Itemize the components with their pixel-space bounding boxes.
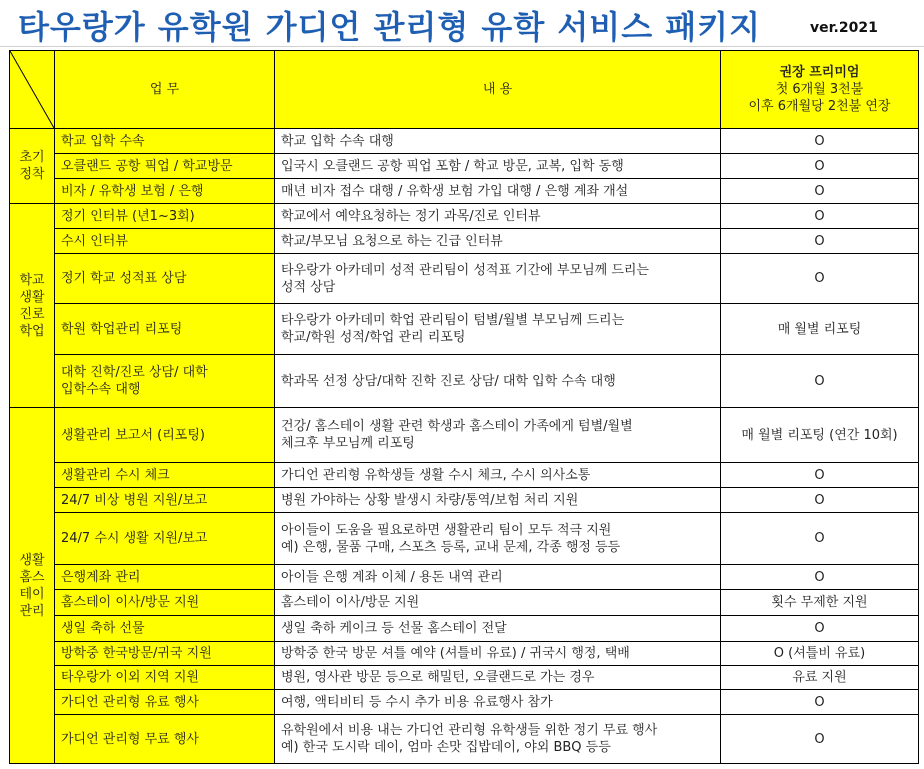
category-cell: 초기 정착: [10, 129, 55, 204]
premium-cell: O: [721, 616, 919, 642]
table-row: [10, 254, 919, 304]
premium-cell: O: [721, 565, 919, 590]
content-cell: 여행, 액티비티 등 수시 추가 비용 유료행사 참가: [275, 690, 721, 715]
table-row: [10, 513, 919, 565]
content-cell: 학과목 선정 상담/대학 진학 진로 상담/ 대학 입학 수속 대행: [275, 355, 721, 408]
table-row: [10, 565, 919, 590]
premium-cell: O: [721, 229, 919, 254]
header-row: [10, 51, 919, 129]
task-cell: 오클랜드 공항 픽업 / 학교방문: [55, 154, 275, 179]
premium-cell: O (셔틀비 유료): [721, 642, 919, 666]
content-cell: 건강/ 홈스테이 생활 관련 학생과 홈스테이 가족에게 텀별/월별 체크후 부모님께 리포팅: [275, 408, 721, 463]
content-column-header: 내 용: [275, 51, 721, 129]
table-row: [10, 690, 919, 715]
premium-cell: O: [721, 204, 919, 229]
task-cell: 생활관리 보고서 (리포팅): [55, 408, 275, 463]
task-cell: 가디언 관리형 무료 행사: [55, 715, 275, 764]
category-cell: 학교 생활 진로 학업: [10, 204, 55, 408]
content-cell: 아이들 은행 계좌 이체 / 용돈 내역 관리: [275, 565, 721, 590]
content-cell: 병원 가야하는 상황 발생시 차량/통역/보험 처리 지원: [275, 488, 721, 513]
premium-cell: O: [721, 154, 919, 179]
premium-cell: O: [721, 715, 919, 764]
content-cell: 생일 축하 케이크 등 선물 홈스테이 전달: [275, 616, 721, 642]
task-column-header: 업 무: [55, 51, 275, 129]
table-row: [10, 154, 919, 179]
table-row: [10, 642, 919, 666]
content-cell: 아이들이 도움을 필요로하면 생활관리 팀이 모두 적극 지원 예) 은행, 물품 구매, 스포츠 등록, 교내 문제, 각종 행정 등등: [275, 513, 721, 565]
table-row: [10, 304, 919, 355]
premium-cell: O: [721, 129, 919, 154]
premium-cell: O: [721, 488, 919, 513]
table-row: [10, 204, 919, 229]
table-row: [10, 616, 919, 642]
premium-cell: 횟수 무제한 지원: [721, 590, 919, 616]
content-cell: 가디언 관리형 유학생들 생활 수시 체크, 수시 의사소통: [275, 463, 721, 488]
premium-cell: 유료 지원: [721, 666, 919, 690]
task-cell: 생일 축하 선물: [55, 616, 275, 642]
premium-header-price: 첫 6개월 3천불: [775, 82, 864, 97]
task-cell: 은행계좌 관리: [55, 565, 275, 590]
task-cell: 비자 / 유학생 보험 / 은행: [55, 179, 275, 204]
title-bar: [0, 0, 924, 47]
premium-cell: O: [721, 179, 919, 204]
content-cell: 학교에서 예약요청하는 정기 과목/진로 인터뷰: [275, 204, 721, 229]
premium-header-extension: 이후 6개월당 2천불 연장: [748, 99, 891, 114]
content-cell: 방학중 한국 방문 셔틀 예약 (셔틀비 유료) / 귀국시 행정, 택배: [275, 642, 721, 666]
service-table: [9, 50, 919, 764]
table-row: [10, 590, 919, 616]
table-row: [10, 355, 919, 408]
premium-cell: O: [721, 254, 919, 304]
content-cell: 학교 입학 수속 대행: [275, 129, 721, 154]
table-row: [10, 408, 919, 463]
table-row: [10, 179, 919, 204]
task-cell: 가디언 관리형 유료 행사: [55, 690, 275, 715]
task-cell: 학교 입학 수속: [55, 129, 275, 154]
corner-cell: [10, 51, 55, 129]
premium-cell: O: [721, 463, 919, 488]
category-cell: 생활 홈스 테이 관리: [10, 408, 55, 764]
premium-cell: O: [721, 690, 919, 715]
table-body: [10, 129, 919, 764]
task-cell: 정기 인터뷰 (년1~3회): [55, 204, 275, 229]
content-cell: 타우랑가 아카데미 학업 관리팀이 텀별/월별 부모님께 드리는 학교/학원 성적/학업 관리 리포팅: [275, 304, 721, 355]
table-row: [10, 463, 919, 488]
task-cell: 학원 학업관리 리포팅: [55, 304, 275, 355]
task-cell: 정기 학교 성적표 상담: [55, 254, 275, 304]
content-cell: 유학원에서 비용 내는 가디언 관리형 유학생들 위한 정기 무료 행사 예) 한국 도시락 데이, 엄마 손맛 집밥데이, 야외 BBQ 등등: [275, 715, 721, 764]
premium-cell: O: [721, 355, 919, 408]
task-cell: 24/7 수시 생활 지원/보고: [55, 513, 275, 565]
content-cell: 매년 비자 접수 대행 / 유학생 보험 가입 대행 / 은행 계좌 개설: [275, 179, 721, 204]
table-row: [10, 666, 919, 690]
content-cell: 타우랑가 아카데미 성적 관리팀이 성적표 기간에 부모님께 드리는 성적 상담: [275, 254, 721, 304]
content-cell: 홈스테이 이사/방문 지원: [275, 590, 721, 616]
premium-cell: 매 월별 리포팅: [721, 304, 919, 355]
task-cell: 24/7 비상 병원 지원/보고: [55, 488, 275, 513]
diagonal-line: [10, 51, 54, 128]
version-label: ver.2021: [810, 20, 878, 36]
content-cell: 입국시 오클랜드 공항 픽업 포함 / 학교 방문, 교복, 입학 동행: [275, 154, 721, 179]
premium-cell: 매 월별 리포팅 (연간 10회): [721, 408, 919, 463]
content-cell: 병원, 영사관 방문 등으로 해밀턴, 오클랜드로 가는 경우: [275, 666, 721, 690]
table-row: [10, 229, 919, 254]
task-cell: 생활관리 수시 체크: [55, 463, 275, 488]
task-cell: 홈스테이 이사/방문 지원: [55, 590, 275, 616]
task-cell: 타우랑가 이외 지역 지원: [55, 666, 275, 690]
premium-column-header: [721, 51, 919, 129]
premium-header-title: 권장 프리미엄: [779, 65, 860, 80]
task-cell: 대학 진학/진로 상담/ 대학 입학수속 대행: [55, 355, 275, 408]
page-title: 타우랑가 유학원 가디언 관리형 유학 서비스 패키지: [18, 8, 761, 46]
table-row: [10, 488, 919, 513]
content-cell: 학교/부모님 요청으로 하는 긴급 인터뷰: [275, 229, 721, 254]
table-row: [10, 715, 919, 764]
task-cell: 방학중 한국방문/귀국 지원: [55, 642, 275, 666]
task-cell: 수시 인터뷰: [55, 229, 275, 254]
table-row: [10, 129, 919, 154]
premium-cell: O: [721, 513, 919, 565]
